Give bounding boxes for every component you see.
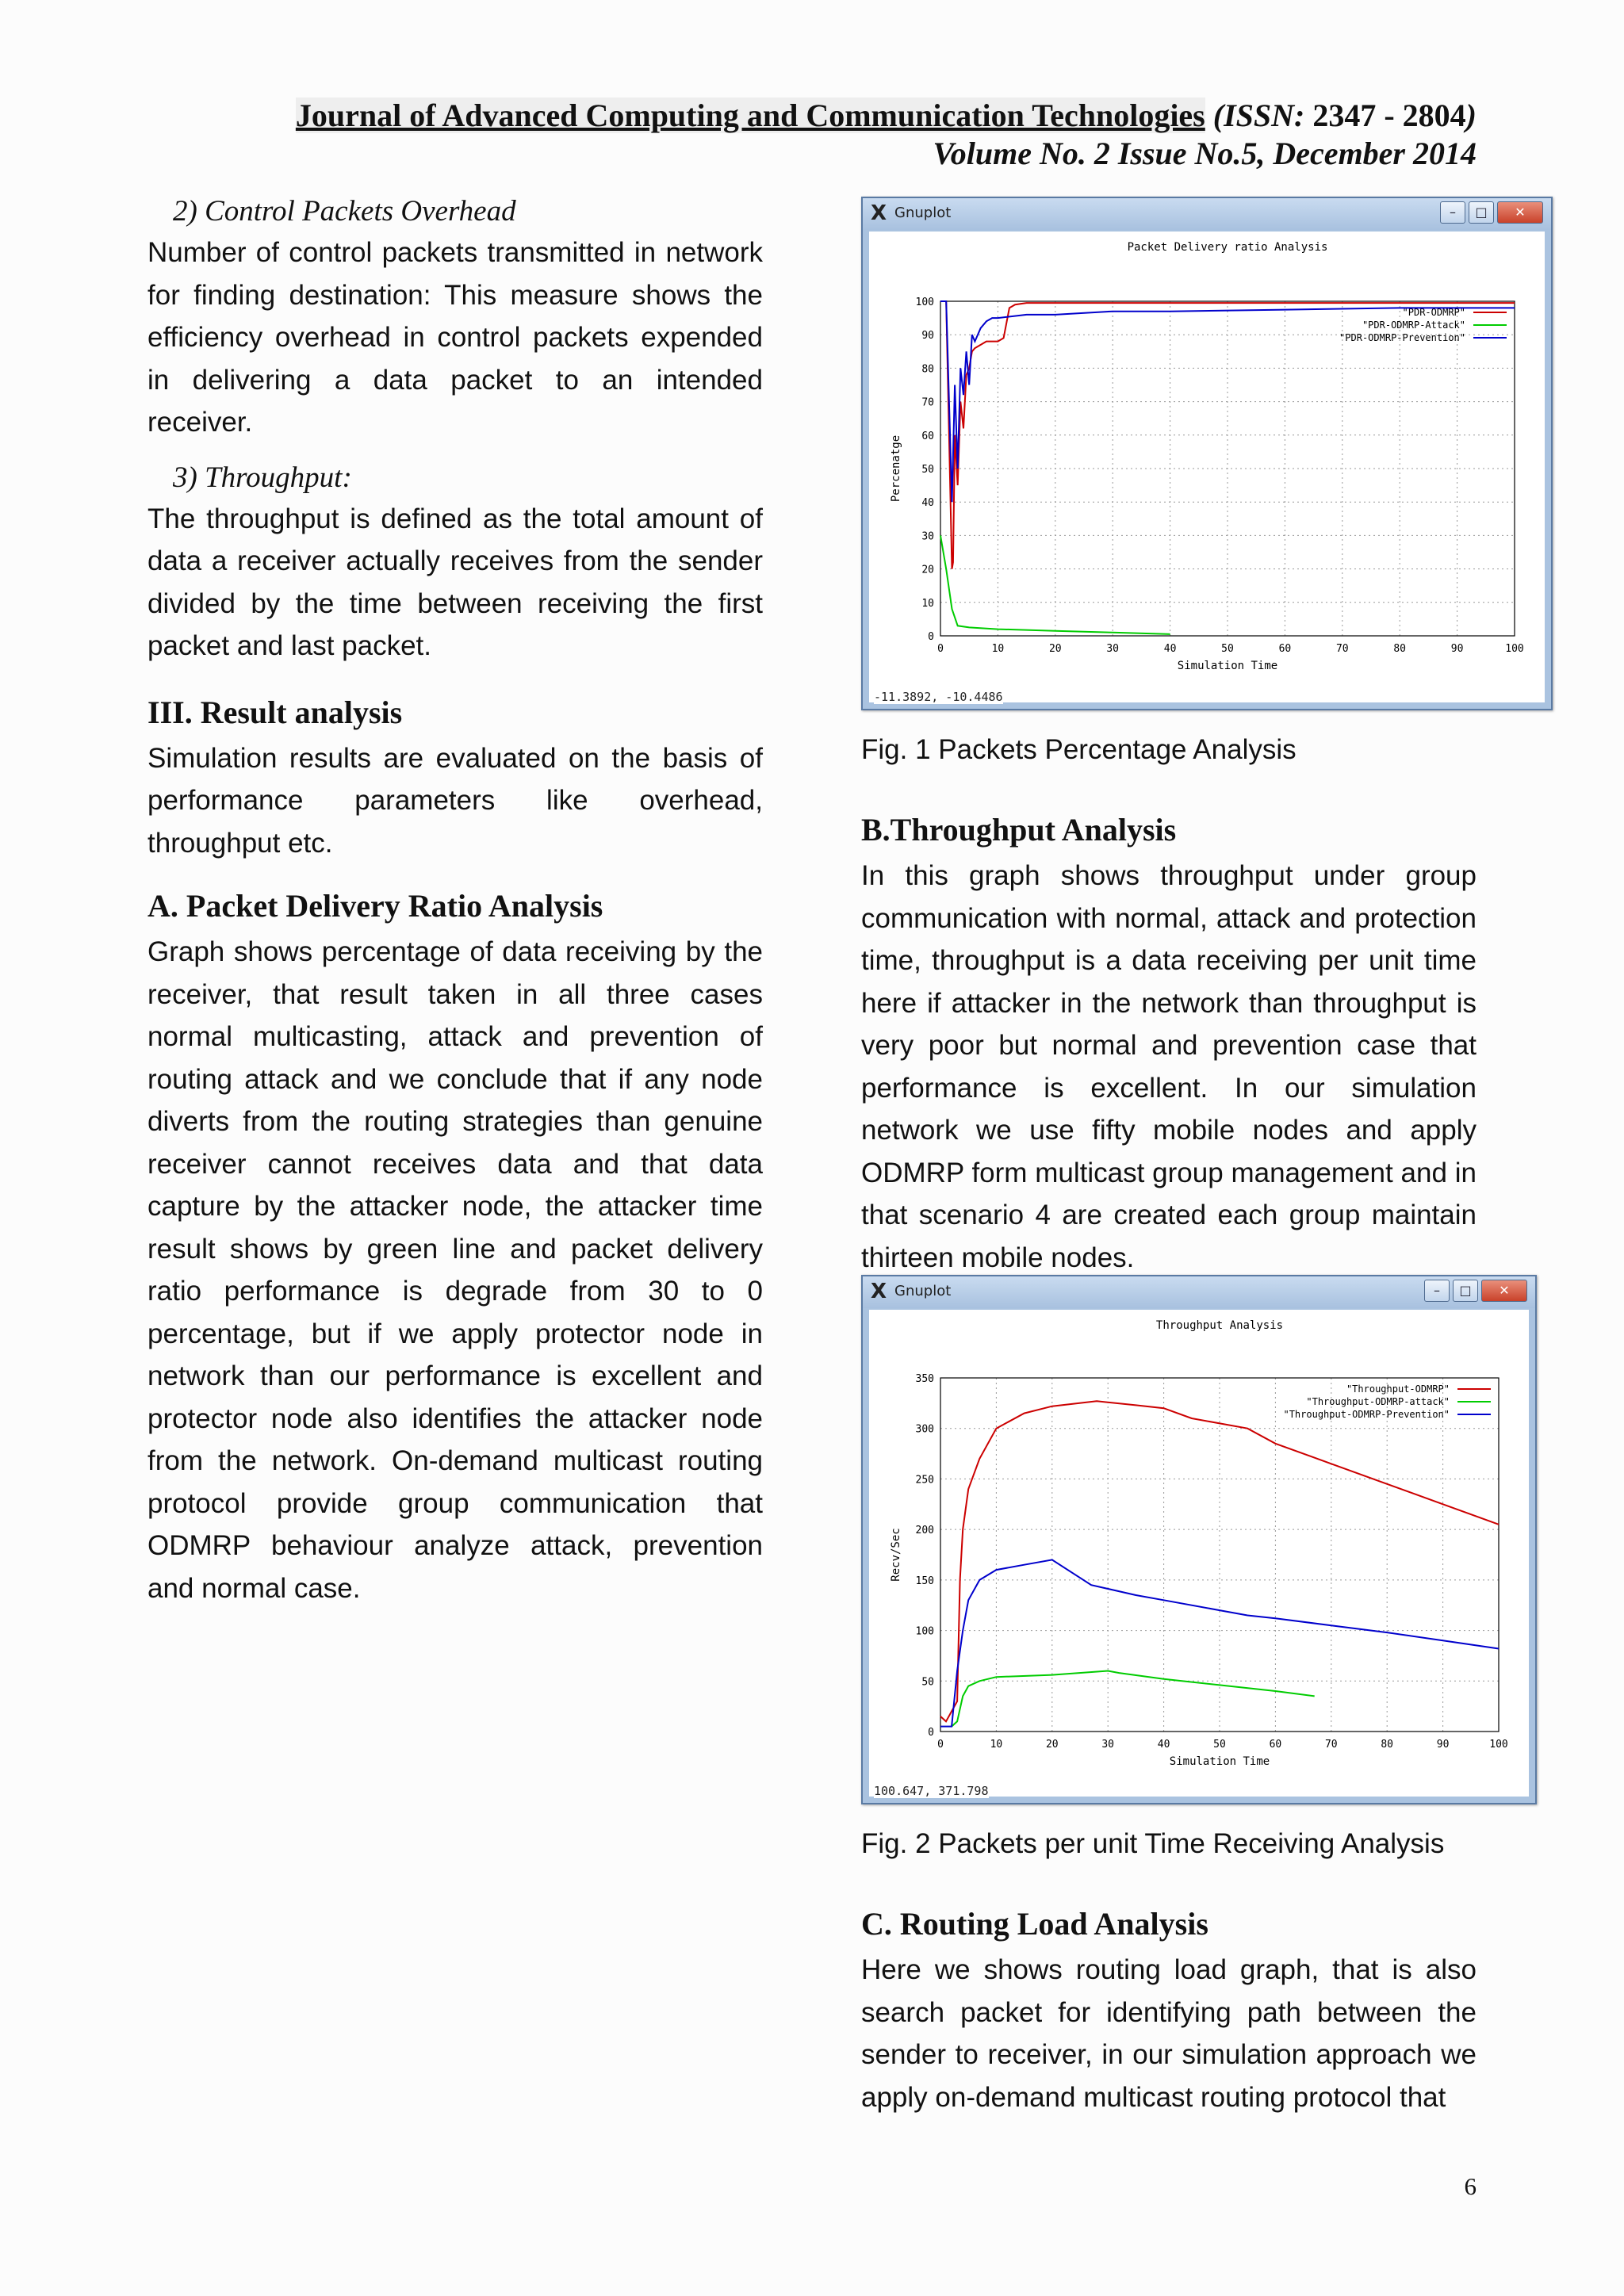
- minimize-button[interactable]: –: [1440, 201, 1465, 224]
- section-heading: III. Result analysis: [147, 694, 403, 730]
- x-tick-label: 80: [1393, 643, 1407, 655]
- y-tick-label: 10: [921, 597, 934, 610]
- minimize-button[interactable]: –: [1424, 1280, 1450, 1302]
- y-tick-label: 100: [915, 1625, 934, 1638]
- y-tick-label: 30: [921, 530, 934, 543]
- legend-label: "PDR-ODMRP-Prevention": [1339, 332, 1465, 343]
- plot-area: [869, 1310, 1529, 1797]
- y-tick-label: 50: [921, 464, 934, 476]
- x-tick-label: 40: [1163, 643, 1177, 655]
- pdr-chart: [869, 232, 1543, 701]
- y-tick-label: 80: [921, 363, 934, 376]
- y-tick-label: 20: [921, 564, 934, 576]
- x-tick-label: 20: [1048, 643, 1062, 655]
- x-tick-label: 30: [1101, 1739, 1115, 1751]
- right-column-lower: [861, 1882, 1477, 2118]
- subsection-title: 2) Control Packets Overhead: [173, 195, 516, 228]
- window-title: Gnuplot: [894, 205, 952, 221]
- subsection-title: 3) Throughput:: [173, 461, 352, 494]
- x11-icon: X: [871, 201, 887, 225]
- legend-label: "Throughput-ODMRP-attack": [1306, 1396, 1450, 1407]
- y-tick-label: 50: [921, 1676, 934, 1689]
- x-tick-label: 40: [1157, 1739, 1170, 1751]
- y-axis-label: Recv/Sec: [890, 1528, 902, 1582]
- paragraph: Here we shows routing load graph, that is also search packet for identifying path between the sender to receiver, in our simulation approach we apply on-demand multicast routing protocol that: [861, 1954, 1477, 2113]
- x-axis-label: Simulation Time: [1177, 660, 1278, 672]
- y-tick-label: 60: [921, 430, 934, 442]
- x-tick-label: 0: [937, 643, 944, 655]
- x-tick-label: 80: [1381, 1739, 1394, 1751]
- paragraph: Graph shows percentage of data receiving by the receiver, that result taken in all three cases normal multicasting, attack and prevention of routing attack and we conclude that if any node diverts from the routing strategies than genuine receiver cannot receives data and that data capture by the attacker node, the attacker time result shows by green line and packet delivery ratio performance is degrade from 30 to 0 percentage, but if we apply protector node in network than our performance is excellent and protector node also identifies the attacker node from the network. On-demand multicast routing protocol provide group communication that ODMRP behaviour analyze attack, prevention and normal case.: [147, 936, 763, 1604]
- y-tick-label: 150: [915, 1575, 934, 1587]
- x-tick-label: 70: [1335, 643, 1349, 655]
- y-tick-label: 0: [928, 631, 934, 643]
- legend-label: "Throughput-ODMRP-Prevention": [1283, 1409, 1450, 1420]
- y-tick-label: 0: [928, 1727, 934, 1739]
- page-number: 6: [1464, 2172, 1477, 2200]
- window-title: Gnuplot: [894, 1283, 952, 1299]
- figure-caption: Fig. 1 Packets Percentage Analysis: [861, 734, 1297, 765]
- section-heading: B.Throughput Analysis: [861, 812, 1177, 848]
- section-heading: C. Routing Load Analysis: [861, 1906, 1208, 1942]
- x-tick-label: 100: [1505, 643, 1524, 655]
- close-button[interactable]: ✕: [1497, 201, 1543, 224]
- y-tick-label: 250: [915, 1474, 934, 1487]
- x-tick-label: 60: [1269, 1739, 1282, 1751]
- y-tick-label: 300: [915, 1423, 934, 1436]
- chart-title: Packet Delivery ratio Analysis: [1127, 241, 1328, 254]
- journal-title: Journal of Advanced Computing and Communication Technologies: [295, 98, 1205, 133]
- series-line: [952, 1671, 1315, 1727]
- y-tick-label: 90: [921, 330, 934, 342]
- x-tick-label: 100: [1489, 1739, 1508, 1751]
- maximize-button[interactable]: □: [1453, 1280, 1478, 1302]
- x-tick-label: 70: [1324, 1739, 1338, 1751]
- y-tick-label: 100: [915, 297, 934, 308]
- section-heading: A. Packet Delivery Ratio Analysis: [147, 888, 603, 924]
- issn-label: ISSN:: [1224, 98, 1305, 133]
- x-tick-label: 60: [1278, 643, 1292, 655]
- x11-icon: X: [871, 1280, 887, 1303]
- throughput-chart: [869, 1310, 1527, 1795]
- x-tick-label: 0: [937, 1739, 944, 1751]
- x-tick-label: 10: [990, 1739, 1003, 1751]
- chart-title: Throughput Analysis: [1155, 1319, 1284, 1332]
- right-column-upper: [861, 788, 1477, 1279]
- x-tick-label: 90: [1436, 1739, 1450, 1751]
- legend-label: "PDR-ODMRP": [1402, 307, 1465, 318]
- x-tick-label: 50: [1221, 643, 1234, 655]
- coordinate-readout: -11.3892, -10.4486: [874, 690, 1003, 704]
- close-button[interactable]: ✕: [1481, 1280, 1527, 1302]
- x-axis-label: Simulation Time: [1169, 1755, 1270, 1768]
- legend-label: "PDR-ODMRP-Attack": [1362, 320, 1465, 331]
- issn: (ISSN:: [1212, 98, 1305, 133]
- legend-label: "Throughput-ODMRP": [1346, 1383, 1450, 1395]
- x-tick-label: 20: [1045, 1739, 1059, 1751]
- issn-value: 2347 - 2804: [1312, 98, 1466, 133]
- y-tick-label: 40: [921, 497, 934, 510]
- window-titlebar[interactable]: [863, 198, 1551, 230]
- plot-area: [869, 232, 1545, 702]
- y-tick-label: 350: [915, 1373, 934, 1385]
- paragraph: In this graph shows throughput under group communication with normal, attack and protection time, throughput is a data receiving per unit time here if attacker in the network than throughput is very poor but normal and prevention case that performance is excellent. In our simulation network we use fifty mobile nodes and apply ODMRP form multicast group management and in that scenario 4 are created each group maintain thirteen mobile nodes.: [861, 860, 1477, 1273]
- paragraph: Simulation results are evaluated on the basis of performance parameters like overhead, throughput etc.: [147, 742, 763, 859]
- x-tick-label: 30: [1106, 643, 1120, 655]
- gnuplot-window: [861, 197, 1553, 710]
- figure-caption: Fig. 2 Packets per unit Time Receiving Analysis: [861, 1828, 1445, 1859]
- paragraph: The throughput is defined as the total amount of data a receiver actually receives from the sender divided by the time between receiving the first packet and last packet.: [147, 503, 763, 661]
- window-titlebar[interactable]: [863, 1276, 1535, 1308]
- journal-header: Journal of Advanced Computing and Communication Technologies (ISSN: 2347 - 2804): [295, 98, 1477, 133]
- volume-line: Volume No. 2 Issue No.5, December 2014: [933, 136, 1477, 171]
- x-tick-label: 50: [1213, 1739, 1226, 1751]
- coordinate-readout: 100.647, 371.798: [874, 1784, 989, 1798]
- y-tick-label: 200: [915, 1525, 934, 1537]
- maximize-button[interactable]: □: [1469, 201, 1494, 224]
- x-tick-label: 10: [991, 643, 1005, 655]
- y-axis-label: Percenatge: [890, 434, 902, 503]
- x-tick-label: 90: [1450, 643, 1464, 655]
- series-line: [940, 535, 1170, 634]
- gnuplot-window: [861, 1275, 1537, 1804]
- paragraph: Number of control packets transmitted in network for finding destination: This measure shows the efficiency overhead in control packets expended in delivering a data packet to an intended receiver.: [147, 237, 763, 438]
- left-column: [147, 192, 763, 1609]
- y-tick-label: 70: [921, 396, 934, 409]
